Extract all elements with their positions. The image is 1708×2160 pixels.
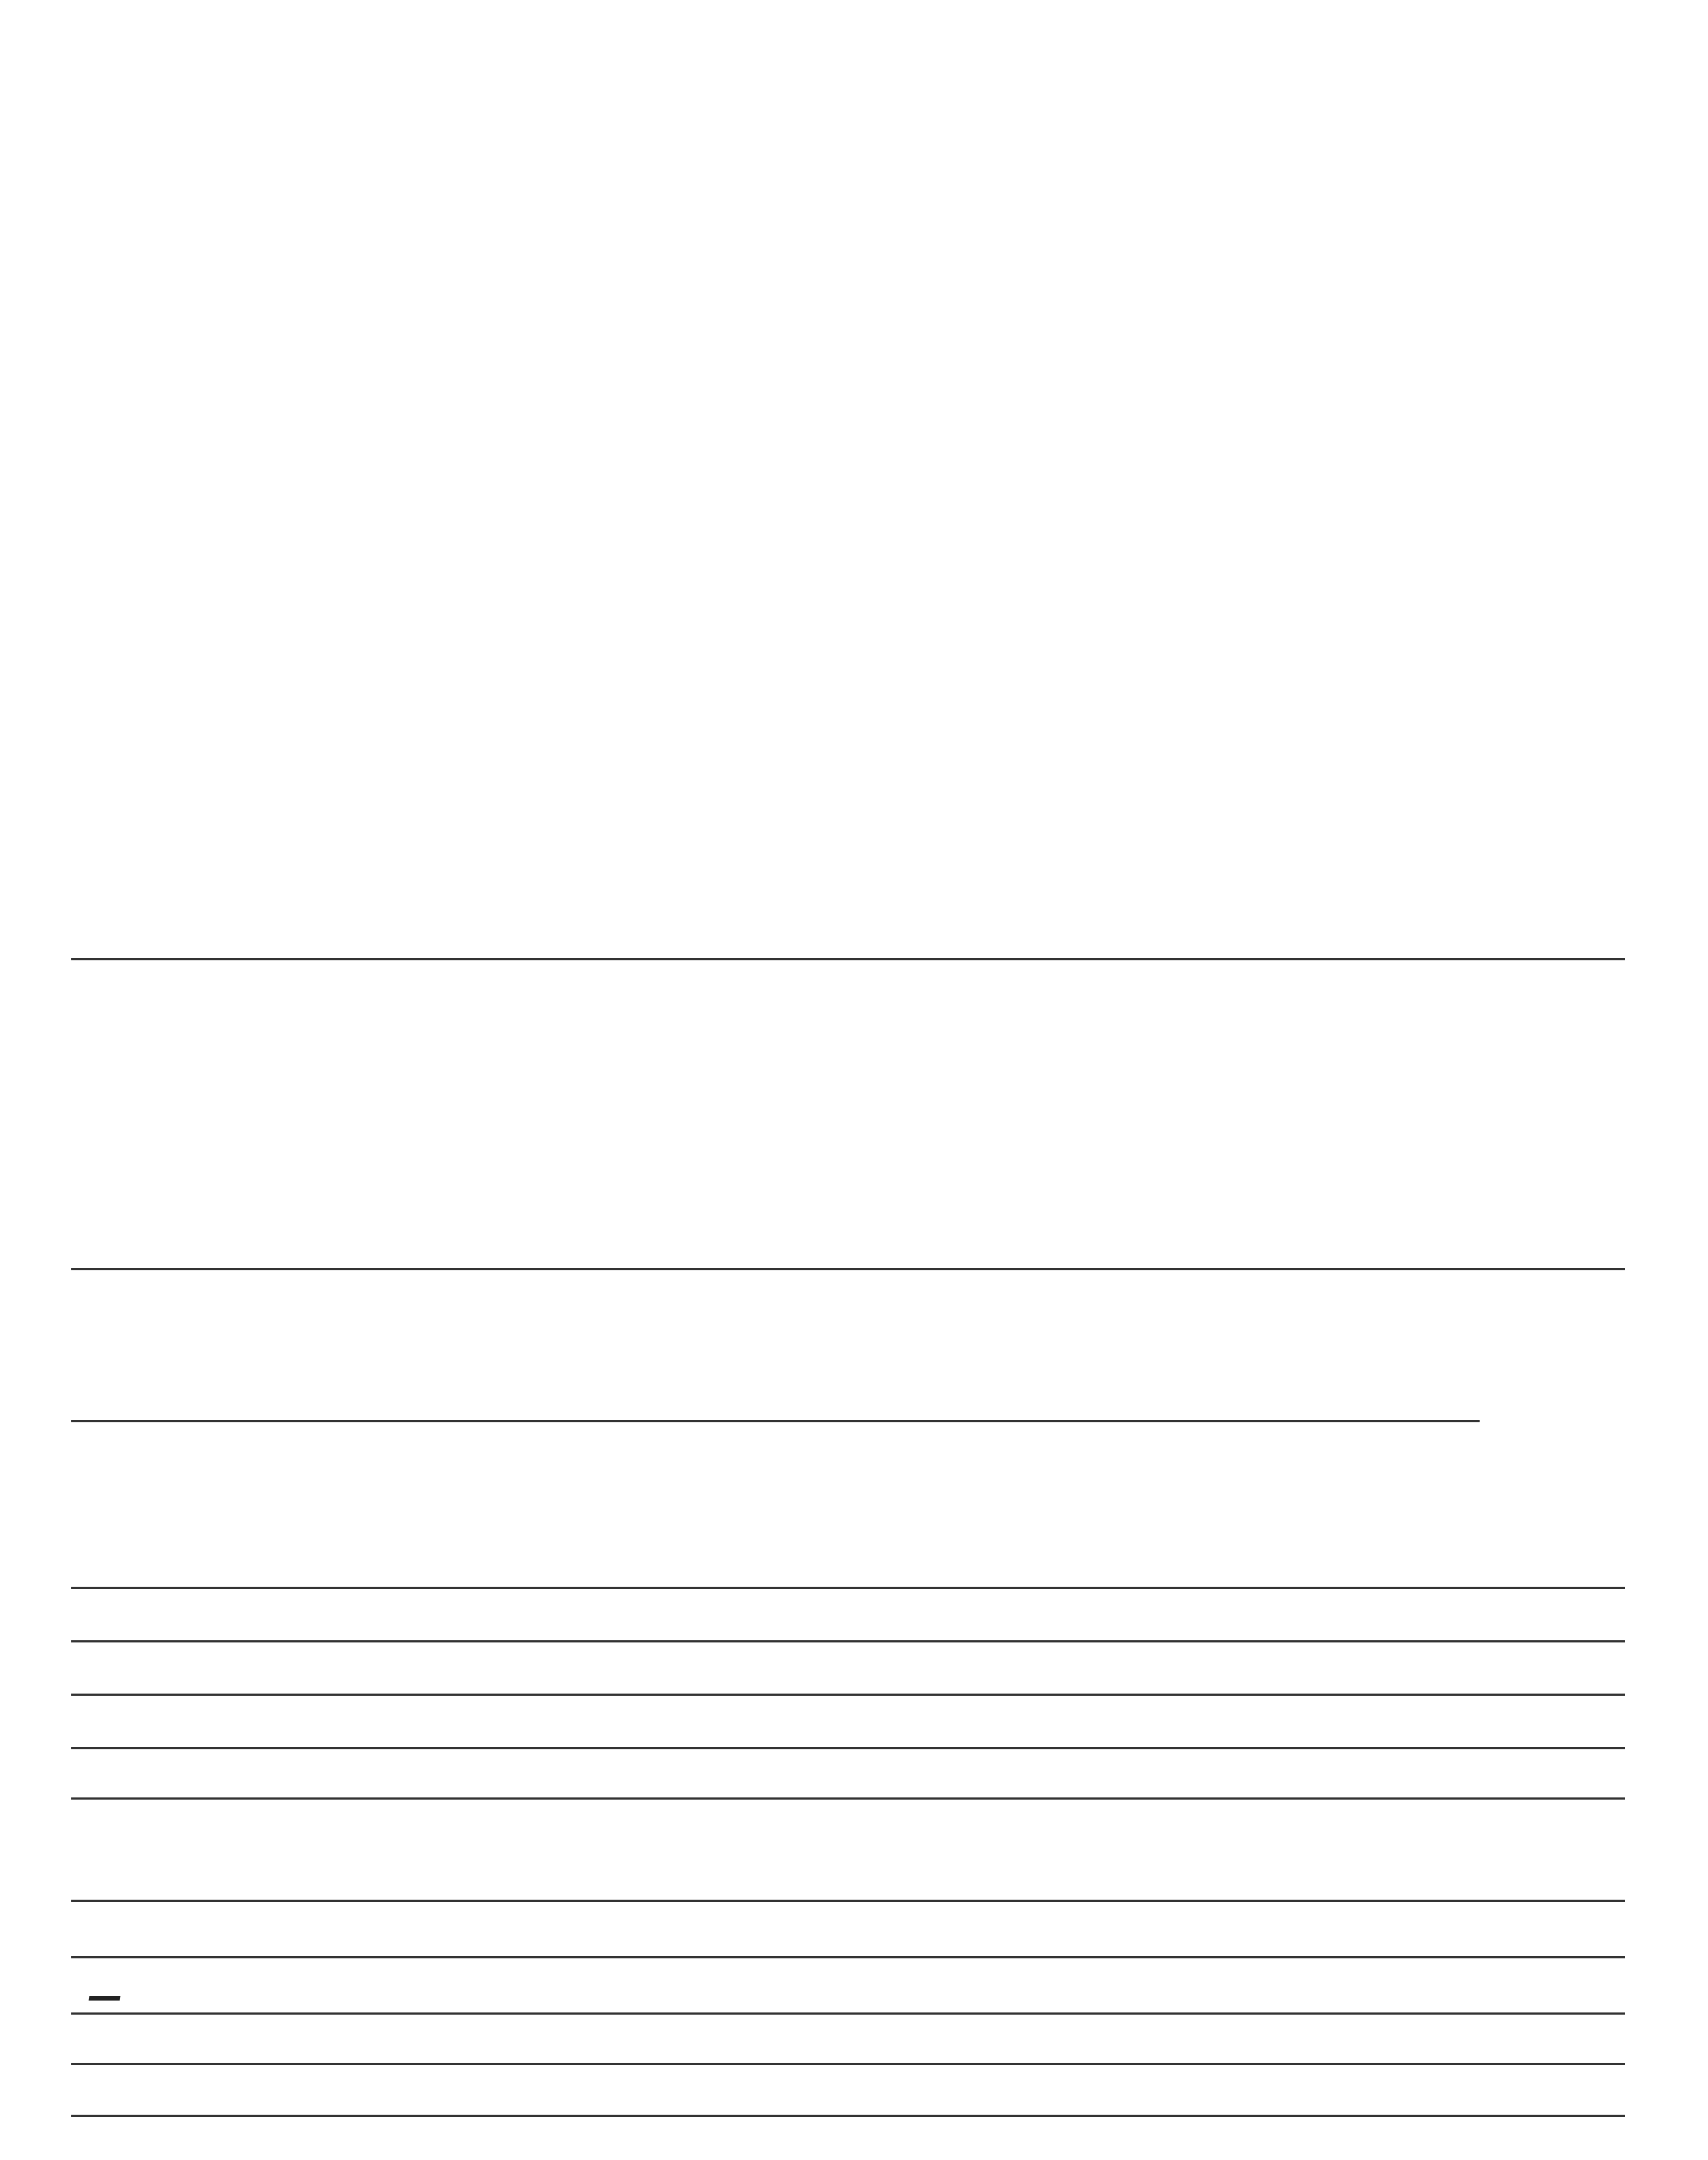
- q10-answer-box: [89, 1996, 121, 2001]
- q10-answer-line-2[interactable]: [83, 1966, 126, 2009]
